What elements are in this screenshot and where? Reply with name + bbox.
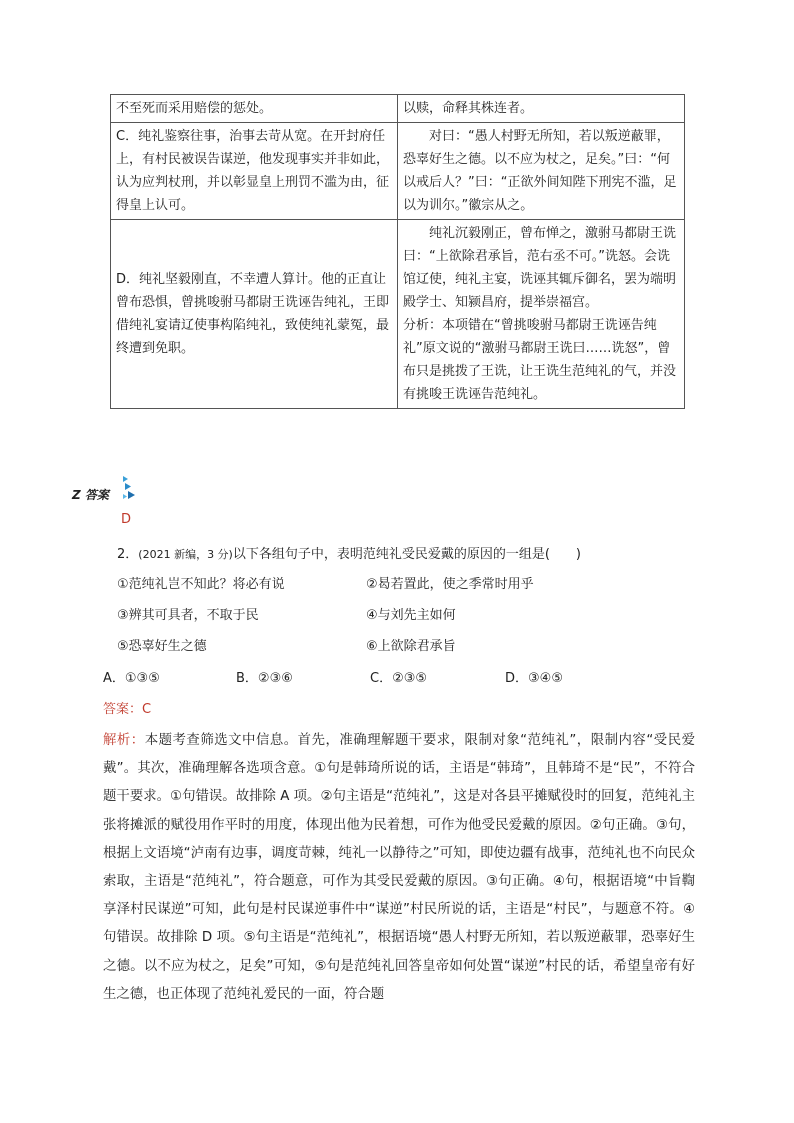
cell-text: 纯礼沉毅刚正，曾布惮之，激驸马都尉王诜曰：“上欲除君承旨，范右丞不可。”诜怒。会诜馆辽使，纯礼主宴，诜诬其辄斥御名，罢为端明殿学士、知颍昌府，提举崇福宫。: [403, 226, 677, 310]
answer-letter: D: [121, 512, 132, 527]
option-item: ③辨其可具者，不取于民: [117, 608, 259, 623]
cell-text: D．纯礼坚毅刚直，不幸遭人算计。他的正直让曾布恐惧，曾挑唆驸马都尉王诜诬告纯礼，王即借纯礼宴请辽使事构陷纯礼，致使纯礼蒙冤，最终遭到免职。: [116, 272, 390, 356]
analysis-paragraph: [103, 727, 695, 1009]
comparison-table: [110, 94, 685, 409]
choice-a: A．①③⑤: [103, 671, 160, 686]
table-cell: [398, 220, 685, 409]
cell-text: 以赎，命释其株连者。: [403, 101, 534, 116]
table-cell: [398, 95, 685, 123]
option-item: ⑤恐辜好生之德: [117, 639, 207, 654]
table-cell: [111, 123, 398, 220]
table-cell: [111, 220, 398, 409]
choice-c: C．②③⑤: [370, 671, 428, 686]
option-item: ①范纯礼岂不知此？将必有说: [117, 577, 285, 592]
question-number: 2．: [117, 547, 139, 562]
analysis-label: 解析：: [103, 733, 145, 748]
cell-analysis: 分析：本项错在“曾挑唆驸马都尉王诜诬告纯礼”原文说的“激驸马都尉王诜曰……诜怒”，曾布只是挑拨了王诜，让王诜生范纯礼的气，并没有挑唆王诜诬告范纯礼。: [403, 318, 677, 402]
question-text: 以下各组句子中，表明范纯礼受民爱戴的原因的一组是( ): [232, 547, 582, 562]
question-source: (2021 新编，3 分): [138, 548, 233, 561]
option-item: ④与刘先主如何: [366, 608, 456, 623]
option-item: ⑥上欲除君承旨: [366, 639, 456, 654]
table-row: [111, 220, 685, 409]
choice-b: B．②③⑥: [236, 671, 293, 686]
table-cell: [398, 123, 685, 220]
answer-value: C: [142, 702, 152, 717]
cell-text: 对曰：“愚人村野无所知，若以叛逆蔽罪，恐辜好生之德。以不应为杖之，足矣。”曰：“何以戒后人？”曰：“正欲外间知陛下刑宪不滥，足以为训尔。”徽宗从之。: [403, 129, 677, 213]
table-row: [111, 123, 685, 220]
triangle-arrows-icon: [120, 474, 142, 504]
table-row: [111, 95, 685, 123]
analysis-body: 本题考查筛选文中信息。首先，准确理解题干要求，限制对象“范纯礼”，限制内容“受民爱戴”。其次，准确理解各选项含意。①句是韩琦所说的话，主语是“韩琦”，且韩琦不是“民”，不符合题干要求。①句错误。故排除 A 项。②句主语是“范纯礼”，这是对各县平摊赋役时的回复，范纯礼主张将摊派的赋役用作平时的用度，体现出他为民着想，可作为他受民爱戴的原因。②句正确。③句，根据上文语境“泸南有边事，调度苛棘，纯礼一以静待之”可知，即使边疆有战事，范纯礼也不向民众索取，主语是“范纯礼”，符合题意，可作为其受民爱戴的原因。③句正确。④句，根据语境“中旨鞫享泽村民谋逆”可知，此句是村民谋逆事件中“谋逆”村民所说的话，主语是“村民”，与题意不符。④句错误。故排除 D 项。⑤句主语是“范纯礼”，根据语境“愚人村野无所知，若以叛逆蔽罪，恐辜好生之德。以不应为杖之，足矣”可知，⑤句是范纯礼回答皇帝如何处置“谋逆”村民的话，希望皇帝有好生之德，也正体现了范纯礼爱民的一面，符合题: [103, 733, 695, 1002]
cell-text: C．纯礼鉴察往事，治事去苛从宽。在开封府任上，有村民被误告谋逆，他发现事实并非如此，认为应判杖刑，并以彰显皇上刑罚不滥为由，征得皇上认可。: [116, 129, 390, 213]
table-cell: [111, 95, 398, 123]
answer-label: 答案：: [103, 702, 143, 717]
answer-section-label: Z 答案: [72, 488, 109, 502]
answer-line: [103, 698, 151, 717]
option-item: ②曷若置此，使之季常时用乎: [366, 577, 534, 592]
choice-d: D．③④⑤: [505, 671, 563, 686]
question-stem: [117, 543, 581, 562]
cell-text: 不至死而采用赔偿的惩处。: [116, 101, 273, 116]
